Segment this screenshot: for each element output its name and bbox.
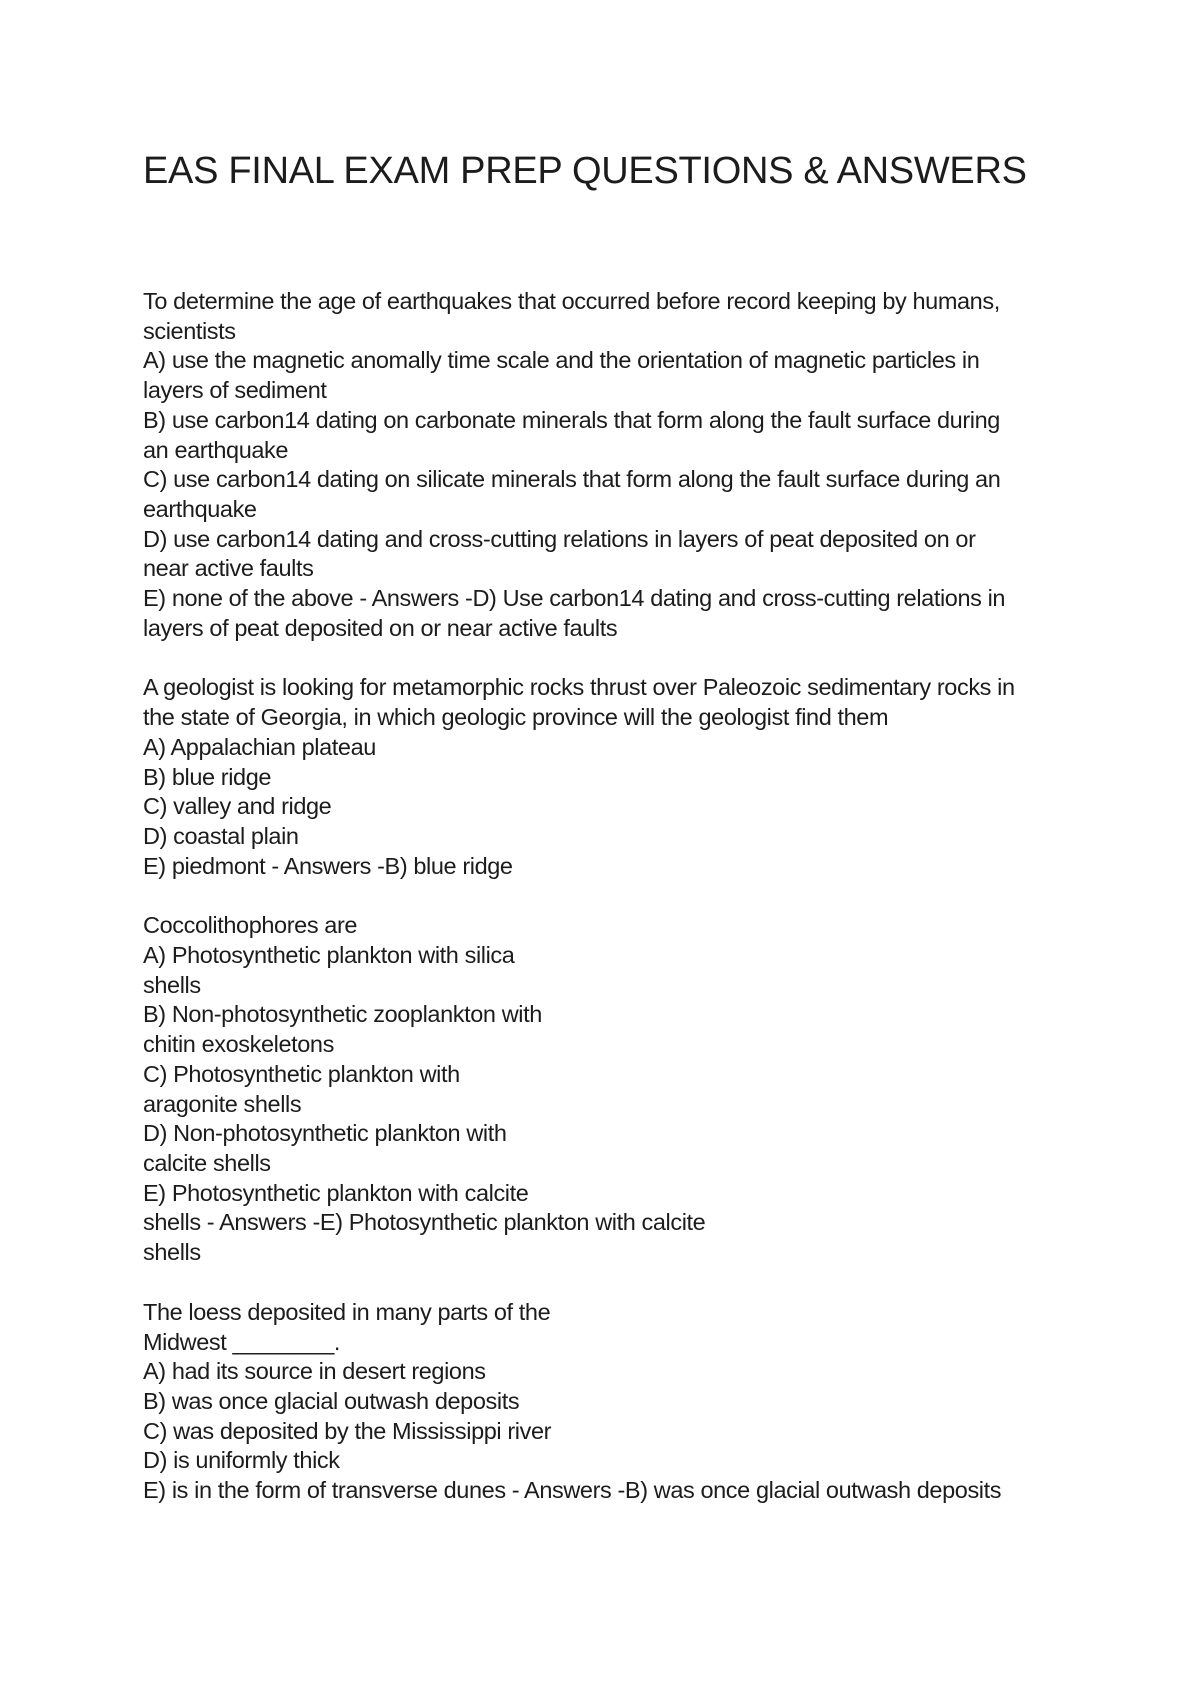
question-line: the state of Georgia, in which geologic province will the geologist find them bbox=[143, 704, 889, 731]
question-line: A geologist is looking for metamorphic rocks thrust over Paleozoic sedimentary rocks in bbox=[143, 674, 1015, 701]
option-b: B) blue ridge bbox=[143, 763, 272, 790]
option-d: D) use carbon14 dating and cross-cutting relations in layers of peat deposited on or bbox=[143, 525, 976, 552]
option-c: C) use carbon14 dating on silicate minerals that form along the fault surface during an bbox=[143, 466, 1001, 493]
question-line: Coccolithophores are bbox=[143, 912, 358, 939]
question-line: The loess deposited in many parts of the bbox=[143, 1298, 551, 1325]
option-e-answer: shells - Answers -E) Photosynthetic plankton with calcite bbox=[143, 1209, 706, 1236]
question-2 bbox=[143, 673, 1083, 881]
answer-cont: layers of peat deposited on or near active faults bbox=[143, 614, 618, 641]
question-4 bbox=[143, 1298, 1083, 1506]
option-a: A) use the magnetic anomally time scale and the orientation of magnetic particles in bbox=[143, 347, 980, 374]
option-d: D) coastal plain bbox=[143, 822, 299, 849]
option-e-answer: E) piedmont - Answers -B) blue ridge bbox=[143, 852, 513, 879]
question-3 bbox=[143, 911, 1083, 1267]
option-c: C) valley and ridge bbox=[143, 793, 332, 820]
question-list bbox=[143, 287, 1083, 1536]
option-e-answer: E) is in the form of transverse dunes - Answers -B) was once glacial outwash deposits bbox=[143, 1477, 1002, 1504]
option-b-cont: an earthquake bbox=[143, 436, 289, 463]
option-d: D) is uniformly thick bbox=[143, 1447, 340, 1474]
option-b: B) was once glacial outwash deposits bbox=[143, 1387, 520, 1414]
option-e-answer: E) none of the above - Answers -D) Use carbon14 dating and cross-cutting relations in bbox=[143, 585, 1006, 612]
question-1 bbox=[143, 287, 1083, 643]
option-b: B) use carbon14 dating on carbonate minerals that form along the fault surface during bbox=[143, 406, 1000, 433]
option-a: A) Appalachian plateau bbox=[143, 733, 376, 760]
option-a-cont: shells bbox=[143, 971, 201, 998]
question-line: Midwest ________. bbox=[143, 1328, 341, 1355]
option-a-cont: layers of sediment bbox=[143, 377, 327, 404]
option-e: E) Photosynthetic plankton with calcite bbox=[143, 1179, 529, 1206]
option-d-cont: near active faults bbox=[143, 555, 314, 582]
option-c: C) Photosynthetic plankton with bbox=[143, 1060, 460, 1087]
option-a: A) had its source in desert regions bbox=[143, 1358, 486, 1385]
option-b: B) Non-photosynthetic zooplankton with bbox=[143, 1001, 542, 1028]
question-line: scientists bbox=[143, 317, 236, 344]
option-a: A) Photosynthetic plankton with silica bbox=[143, 942, 515, 969]
answer-cont: shells bbox=[143, 1239, 201, 1266]
document-title: EAS FINAL EXAM PREP QUESTIONS & ANSWERS bbox=[143, 150, 1027, 192]
option-b-cont: chitin exoskeletons bbox=[143, 1031, 334, 1058]
question-line: To determine the age of earthquakes that occurred before record keeping by humans, bbox=[143, 288, 1000, 314]
option-d-cont: calcite shells bbox=[143, 1149, 271, 1176]
option-c-cont: earthquake bbox=[143, 495, 257, 522]
option-c-cont: aragonite shells bbox=[143, 1090, 302, 1117]
document-page bbox=[143, 0, 1083, 1700]
option-c: C) was deposited by the Mississippi river bbox=[143, 1417, 552, 1444]
option-d: D) Non-photosynthetic plankton with bbox=[143, 1120, 507, 1147]
